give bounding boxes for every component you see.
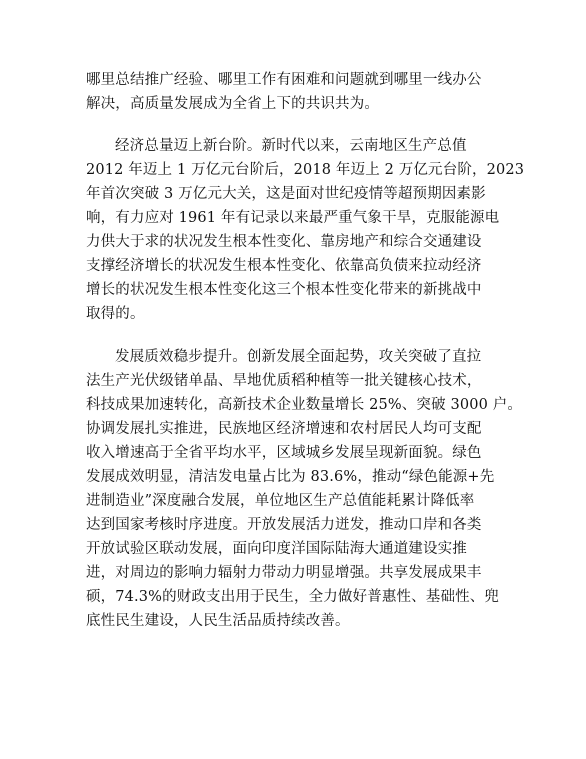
- text-line: 年首次突破 3 万亿元大关，这是面对世纪疫情等超预期因素影: [86, 186, 486, 202]
- text-line: 发展成效明显，清洁发电量占比为 83.6%，推动“绿色能源+先: [86, 469, 495, 485]
- paragraph-development-quality: [86, 345, 523, 633]
- text-line: 达到国家考核时序进度。开放发展活力迸发，推动口岸和各类: [86, 517, 482, 533]
- text-line: 进，对周边的影响力辐射力带动力明显增强。共享发展成果丰: [86, 565, 482, 581]
- paragraph-continuation: [86, 68, 504, 116]
- text-line: 取得的。: [86, 306, 145, 322]
- text-line: 2012 年迈上 1 万亿元台阶后，2018 年迈上 2 万亿元台阶，2023: [86, 162, 525, 178]
- text-line: 经济总量迈上新台阶。新时代以来，云南地区生产总值: [115, 138, 467, 154]
- text-line: 力供大于求的状况发生根本性变化、靠房地产和综合交通建设: [86, 234, 482, 250]
- text-line: 发展质效稳步提升。创新发展全面起势，攻关突破了直拉: [115, 349, 482, 365]
- text-line: 响，有力应对 1961 年有记录以来最严重气象干旱，克服能源电: [86, 210, 500, 226]
- text-line: 进制造业”深度融合发展，单位地区生产总值能耗累计降低率: [86, 493, 475, 509]
- text-line: 解决，高质量发展成为全省上下的共识共为。: [86, 96, 379, 112]
- text-line: 支撑经济增长的状况发生根本性变化、依靠高负债来拉动经济: [86, 258, 482, 274]
- text-line: 哪里总结推广经验、哪里工作有困难和问题就到哪里一线办公: [86, 72, 482, 88]
- text-line: 收入增速高于全省平均水平，区域城乡发展呈现新面貌。绿色: [86, 445, 482, 461]
- text-line: 硕，74.3%的财政支出用于民生，全力做好普惠性、基础性、兜: [86, 589, 500, 605]
- text-line: 开放试验区联动发展，面向印度洋国际陆海大通道建设实推: [86, 541, 467, 557]
- text-line: 增长的状况发生根本性变化这三个根本性变化带来的新挑战中: [86, 282, 482, 298]
- text-line: 协调发展扎实推进，民族地区经济增速和农村居民人均可支配: [86, 421, 482, 437]
- text-line: 底性民生建设，人民生活品质持续改善。: [86, 613, 350, 629]
- text-line: 法生产光伏级锗单晶、旱地优质稻种植等一批关键核心技术，: [86, 373, 482, 389]
- text-line: 科技成果加速转化，高新技术企业数量增长 25%、突破 3000 户。: [86, 397, 523, 413]
- paragraph-economic-output: [86, 134, 525, 326]
